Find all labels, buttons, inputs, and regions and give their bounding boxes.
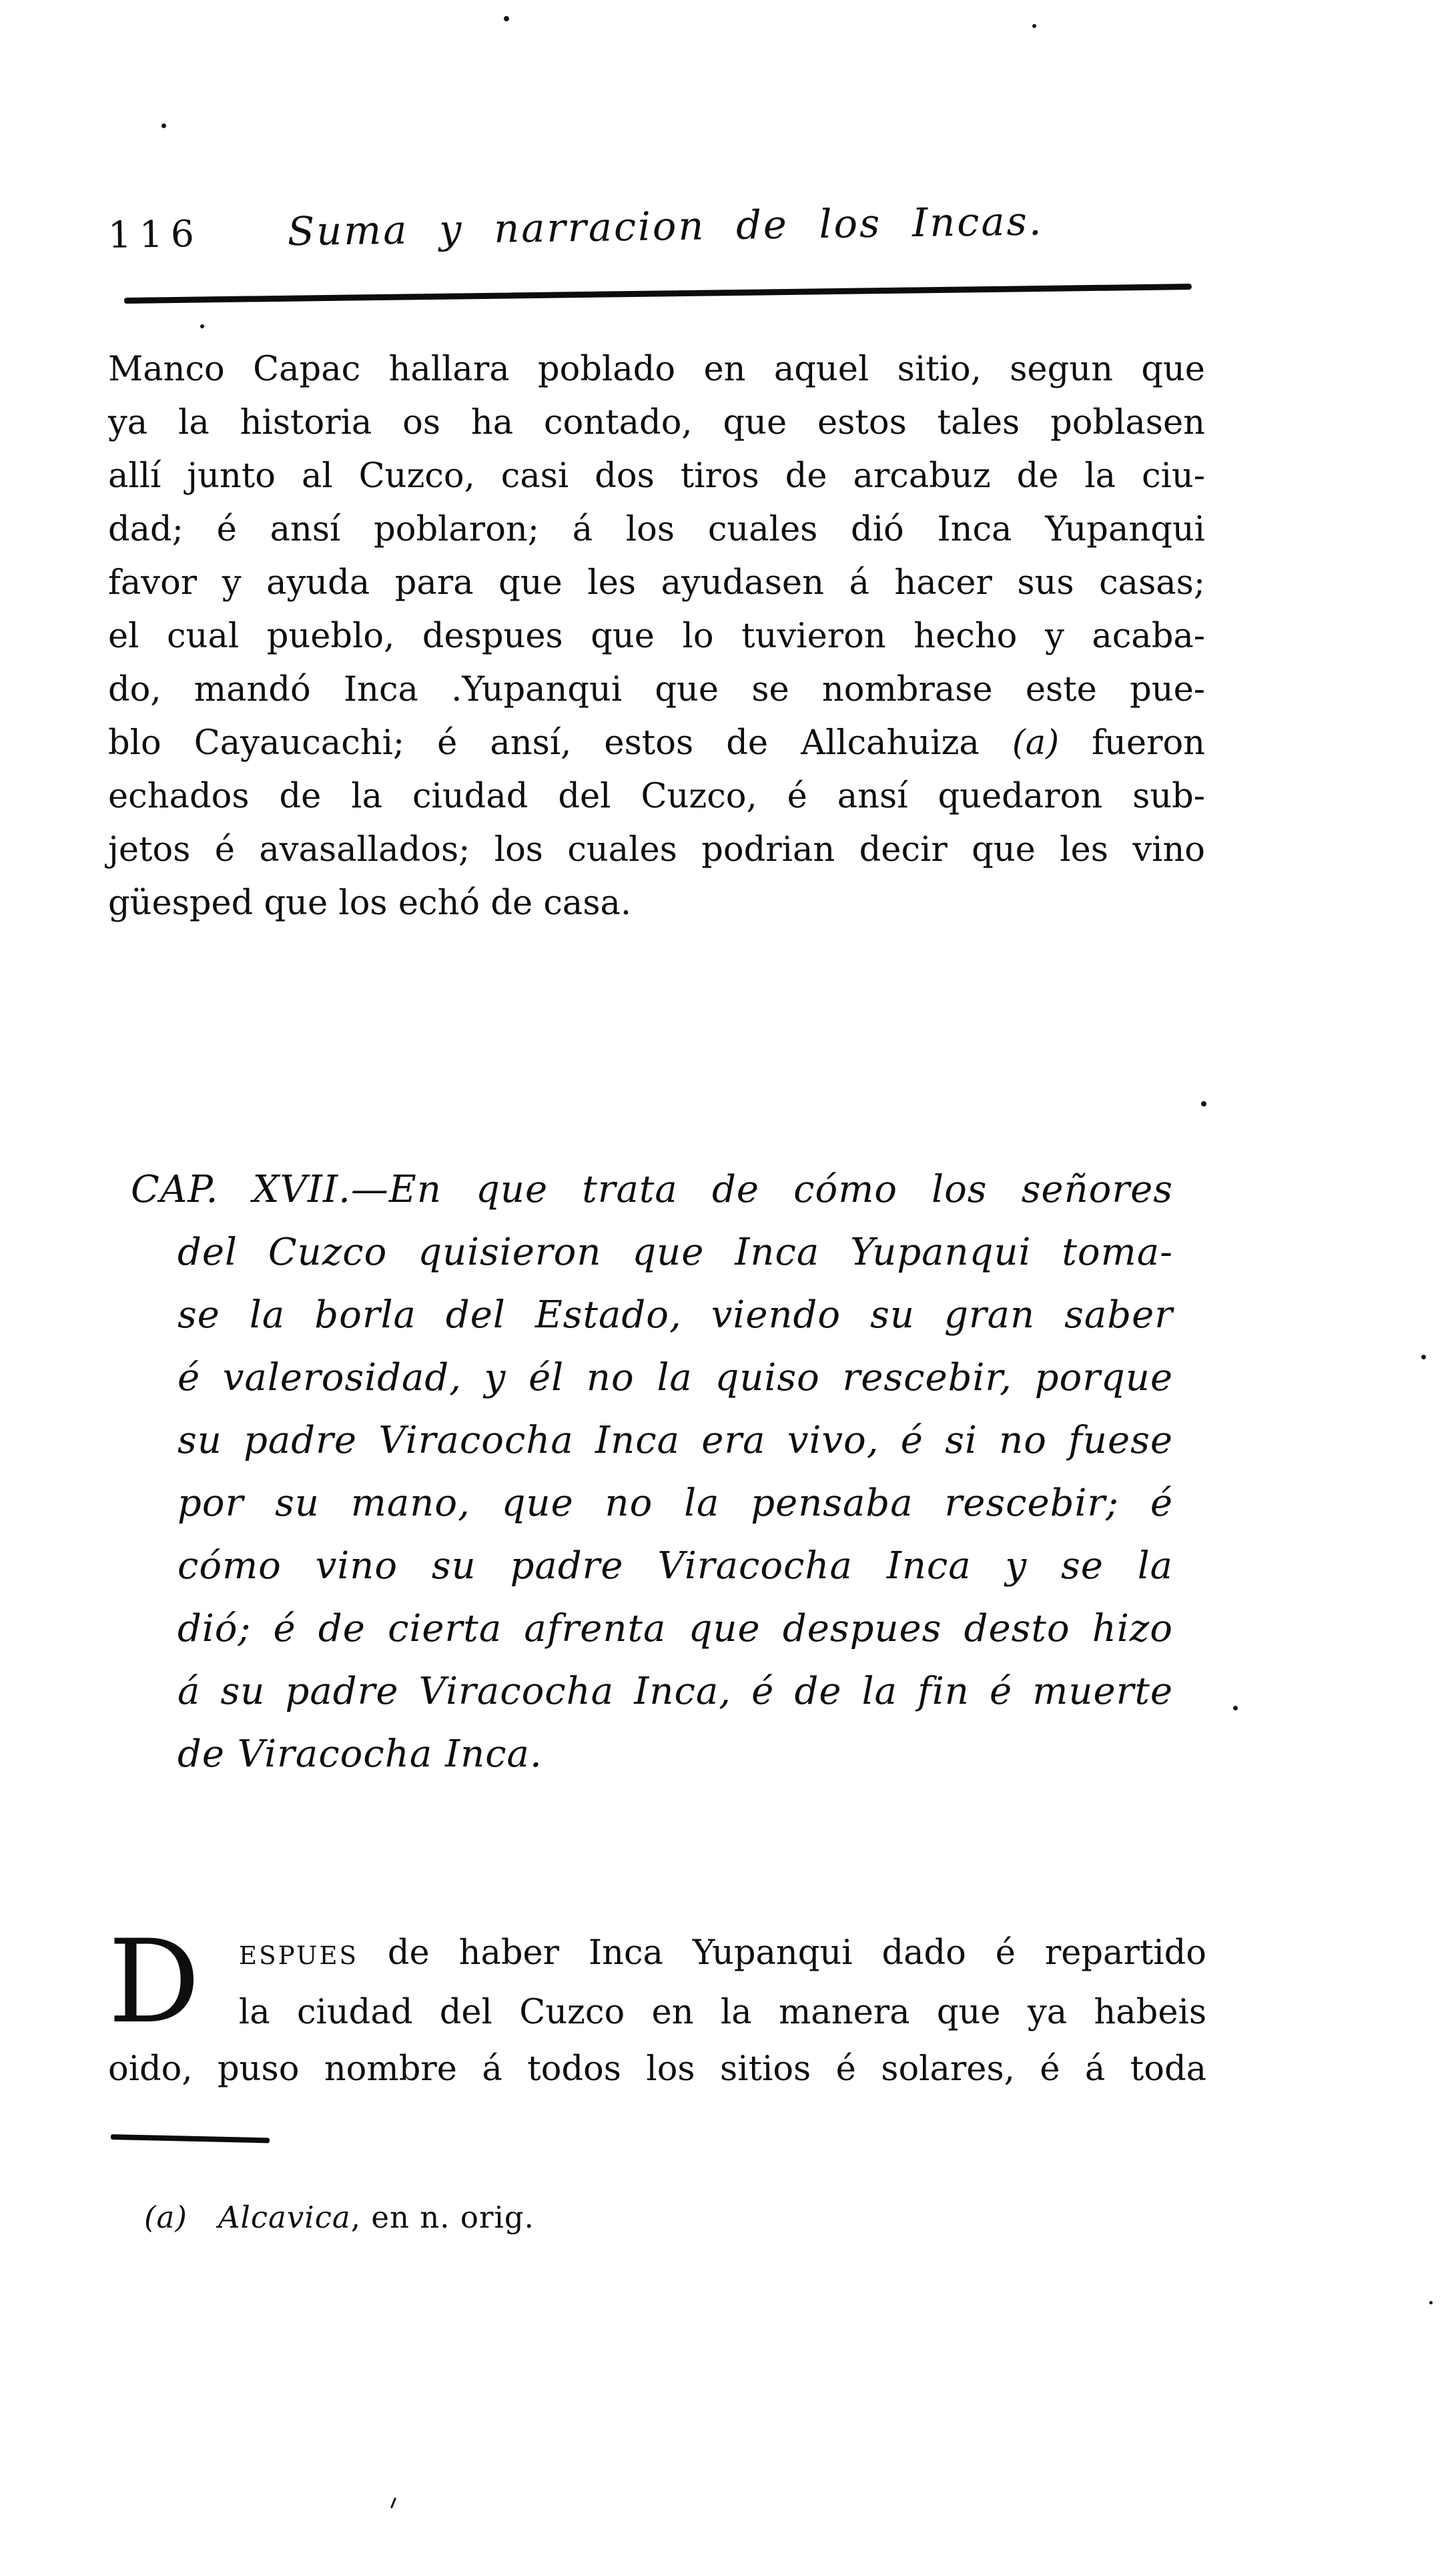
footnote-marker: (a)	[144, 2200, 188, 2235]
heading-line: de Viracocha Inca.	[177, 1732, 542, 1776]
drop-cap-initial: D	[108, 1915, 200, 2049]
ink-speck	[1421, 1355, 1426, 1359]
text-run: fueron	[1059, 723, 1205, 763]
heading-line: su padre Viracocha Inca era vivo, é si no fuese	[177, 1419, 1173, 1462]
heading-line: cómo vino su padre Viracocha Inca y se la	[177, 1544, 1173, 1588]
footnote-separator-rule	[111, 2134, 270, 2143]
running-title: Suma y narracion de los Incas.	[287, 198, 1044, 255]
ink-speck	[200, 324, 204, 328]
text-line: Manco Capac hallara poblado en aquel sitio, segun que	[108, 350, 1205, 389]
ink-speck	[1201, 1101, 1206, 1106]
text-run: de haber Inca Yupanqui dado é repartido	[358, 1933, 1206, 1973]
heading-line: del Cuzco quisieron que Inca Yupanqui toma-	[177, 1231, 1173, 1274]
footnote-reference: (a)	[1012, 723, 1060, 763]
heading-line: á su padre Viracocha Inca, é de la fin é muerte	[177, 1670, 1173, 1713]
footnote-term: Alcavica	[218, 2200, 351, 2235]
text-line: la ciudad del Cuzco en la manera que ya habeis	[238, 1993, 1206, 2032]
heading-line: dió; é de cierta afrenta que despues desto hizo	[177, 1607, 1173, 1650]
heading-line: é valerosidad, y él no la quiso rescebir, porque	[177, 1356, 1173, 1399]
ink-speck	[161, 123, 166, 128]
text-line: echados de la ciudad del Cuzco, é ansí quedaron sub-	[108, 777, 1205, 816]
small-caps-run: ESPUES	[238, 1941, 358, 1970]
text-line	[108, 1925, 1206, 1984]
text-line	[108, 717, 1205, 770]
body-paragraph	[108, 343, 1205, 930]
header-rule	[124, 284, 1192, 304]
text-line: güesped que los echó de casa.	[108, 884, 632, 923]
text-line: favor y ayuda para que les ayudasen á hacer sus casas;	[108, 563, 1205, 603]
text-line: oido, puso nombre á todos los sitios é solares, é á toda	[108, 2049, 1206, 2089]
text-line: el cual pueblo, despues que lo tuvieron hecho y acaba-	[108, 617, 1205, 656]
text-run: blo Cayaucachi; é ansí, estos de Allcahuiza	[108, 723, 1012, 763]
footnote	[144, 2200, 534, 2235]
text-line: do, mandó Inca .Yupanqui que se nombrase este pue-	[108, 670, 1205, 709]
ink-speck	[1429, 2301, 1433, 2304]
page-header	[107, 196, 1202, 257]
text-line: ya la historia os ha contado, que estos tales poblasen	[108, 403, 1205, 442]
text-line: jetos é avasallados; los cuales podrian decir que les vino	[108, 830, 1205, 870]
footnote-text: , en n. orig.	[350, 2200, 534, 2235]
chapter-heading	[131, 1159, 1173, 1786]
heading-line: CAP. XVII.—En que trata de cómo los señores	[131, 1168, 1173, 1211]
ink-speck	[504, 16, 509, 21]
text-line: dad; é ansí poblaron; á los cuales dió Inca Yupanqui	[108, 510, 1205, 549]
heading-line: se la borla del Estado, viendo su gran saber	[177, 1293, 1173, 1337]
ink-speck	[1032, 24, 1036, 28]
ink-speck	[1233, 1706, 1238, 1710]
text-line: allí junto al Cuzco, casi dos tiros de arcabuz de la ciu-	[108, 456, 1205, 496]
page-number: 116	[107, 212, 203, 256]
heading-line: por su mano, que no la pensaba rescebir; é	[177, 1482, 1173, 1525]
chapter-opening-paragraph	[108, 1915, 1206, 2098]
ink-stroke	[390, 2497, 396, 2509]
